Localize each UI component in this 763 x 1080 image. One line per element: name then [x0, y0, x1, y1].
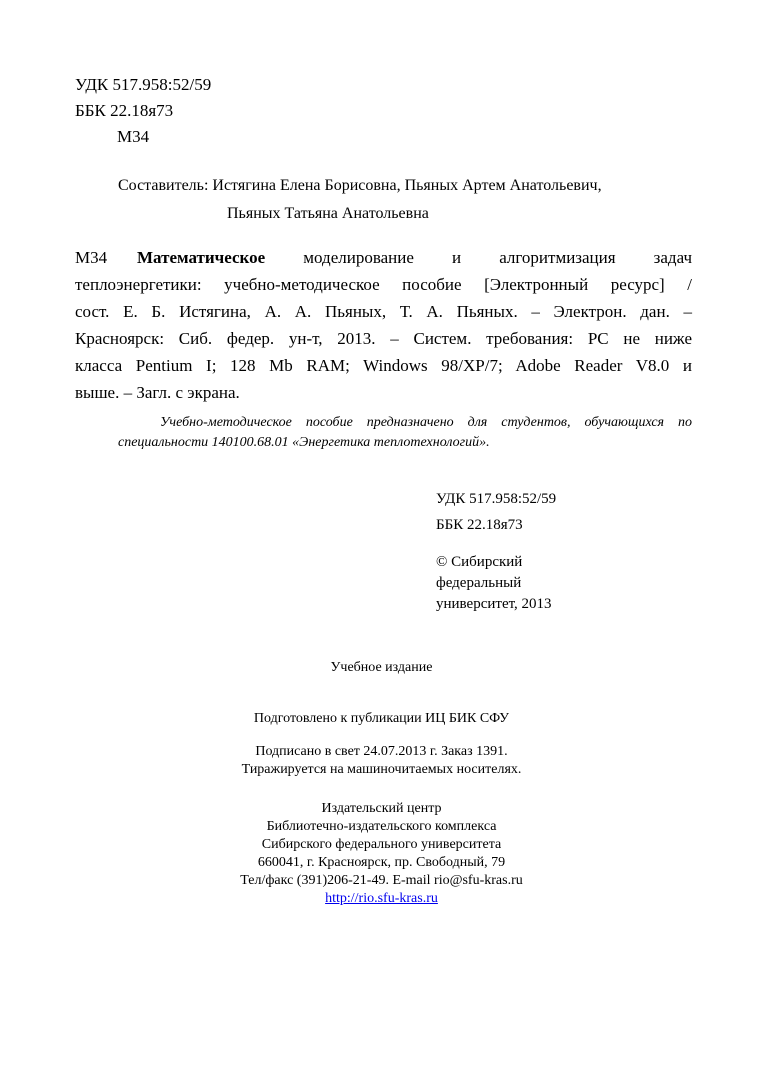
compilers-line-1: Составитель: Истягина Елена Борисовна, Пьяных Артем Анатольевич, [118, 177, 602, 194]
publisher-info [0, 800, 763, 908]
annotation [118, 413, 692, 453]
prepared-by: Подготовлено к публикации ИЦ БИК СФУ [253, 711, 510, 726]
bibliographic-line-1 [137, 244, 692, 271]
compilers [118, 172, 718, 228]
publisher-line-1: Издательский центр [321, 801, 442, 816]
publisher-line-2: Библиотечно-издательского комплекса [266, 819, 497, 834]
publisher-address: 660041, г. Красноярск, пр. Свободный, 79 [257, 855, 506, 870]
classification-header [75, 72, 211, 150]
bibliographic-line-6: выше. – Загл. с экрана. [75, 383, 240, 402]
bibliographic-line-3: сост. Е. Б. Истягина, А. А. Пьяных, Т. А. Пьяных. – Электрон. дан. – [75, 302, 692, 321]
udk-code: УДК 517.958:52/59 [75, 75, 212, 94]
copyright-line-2: федеральный [436, 575, 522, 591]
annotation-line-2: специальности 140100.68.01 «Энергетика теплотехнологий». [118, 435, 490, 450]
compilers-line-2: Пьяных Татьяна Анатольевна [227, 205, 429, 222]
edition-type: Учебное издание [330, 660, 433, 675]
copyright-notice [436, 552, 552, 615]
copyright-line-1: © Сибирский [436, 554, 523, 570]
bbk-code: ББК 22.18я73 [75, 101, 174, 120]
bibliographic-line-5: класса Pentium I; 128 Mb RAM; Windows 98/XP/7; Adobe Reader V8.0 и [75, 356, 692, 375]
publisher-contacts: Тел/факс (391)206-21-49. E-mail rio@sfu-kras.ru [240, 873, 523, 888]
signed-date: Подписано в свет 24.07.2013 г. Заказ 1391. [255, 744, 508, 759]
book-title: Математическое [137, 248, 266, 267]
publisher-website-link[interactable]: http://rio.sfu-kras.ru [325, 891, 438, 906]
bibliographic-line-2: теплоэнергетики: учебно-методическое пособие [Электронный ресурс] / [75, 275, 692, 294]
author-mark: М34 [117, 127, 150, 146]
udk-code-secondary: УДК 517.958:52/59 [436, 491, 557, 507]
publication-details [0, 743, 763, 779]
annotation-line-1: Учебно-методическое пособие предназначено для студентов, обучающихся по [160, 415, 692, 430]
bibliographic-continuation [75, 271, 692, 406]
publisher-line-3: Сибирского федерального университета [261, 837, 502, 852]
bbk-code-secondary: ББК 22.18я73 [436, 517, 523, 533]
bibliographic-record [75, 244, 692, 406]
classification-block [436, 486, 556, 538]
copyright-line-3: университет, 2013 [436, 596, 552, 612]
bibliographic-line-4: Красноярск: Сиб. федер. ун-т, 2013. – Систем. требования: PC не ниже [75, 329, 692, 348]
circulation-note: Тиражируется на машиночитаемых носителях. [241, 762, 522, 777]
bibliographic-code: М34 [75, 248, 108, 267]
bibliographic-line-1-rest: моделирование и алгоритмизация задач [265, 248, 692, 267]
